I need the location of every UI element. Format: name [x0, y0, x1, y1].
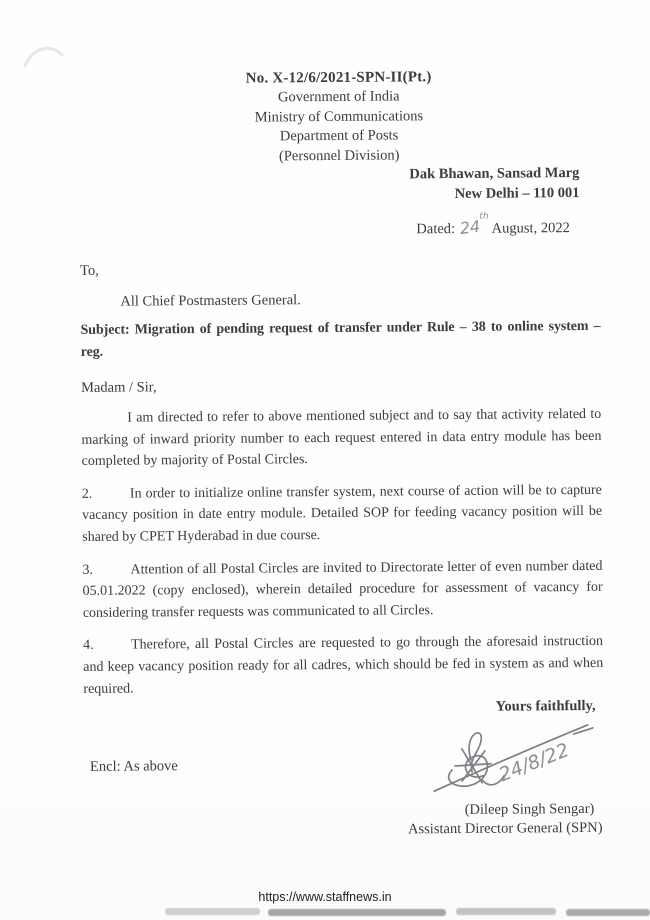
signature-date-handwritten: 24/8/22 [495, 739, 573, 787]
paragraph-1-text: I am directed to refer to above mentioned subject and to say that activity related to marking of inward priority number to each request entered in data entry module has been completed by majority of Postal Circles. [81, 406, 602, 470]
scan-edge-bar-segment [165, 908, 260, 915]
paragraph-4-number: 4. [83, 638, 94, 654]
date-month-year: August, 2022 [491, 220, 570, 237]
signature-scribble [426, 717, 605, 804]
scan-edge-bar-segment [268, 909, 446, 916]
recipient-line: All Chief Postmasters General. [120, 292, 301, 310]
scan-edge-bar-segment [566, 909, 650, 916]
sender-address [79, 164, 579, 207]
complimentary-close: Yours faithfully, [495, 698, 596, 715]
paragraph-2 [82, 480, 602, 549]
signatory-name: (Dileep Singh Sengar) [464, 801, 595, 819]
to-label: To, [80, 262, 99, 279]
org-line-division: (Personnel Division) [278, 146, 400, 164]
letter-date [80, 211, 570, 241]
sender-address-line-1: Dak Bhawan, Sansad Marg [409, 165, 580, 183]
paragraph-4 [83, 631, 603, 700]
sender-address-line-2: New Delhi – 110 001 [454, 184, 580, 202]
signature-area [84, 715, 605, 805]
paragraph-3 [82, 555, 602, 624]
handwritten-day: 24 [458, 216, 482, 239]
org-header [79, 86, 600, 168]
salutation: Madam / Sir, [80, 379, 157, 396]
org-line-ministry: Ministry of Communications [254, 107, 424, 126]
enclosure-note: Encl: As above [89, 758, 178, 775]
org-line-govt: Government of India [277, 88, 400, 106]
paragraph-3-text: Attention of all Postal Circles are invited to Directorate letter of even number dated 05.01.2022 (copy enclosed), wherein detailed procedure for assessment of vacancy for considering transfer requests was communicated to all Circles. [82, 558, 603, 621]
date-label: Dated: [416, 220, 456, 238]
handwritten-ordinal: th [479, 211, 489, 222]
ref-number: No. X-12/6/2021-SPN-II(Pt.) [245, 69, 432, 87]
signatory-designation: Assistant Director General (SPN) [407, 819, 603, 838]
paragraph-2-text: In order to initialize online transfer system, next course of action will be to capture vacancy position in date entry module. Detailed SOP for feeding vacancy position will be shared by CPET Hyderabad in due course. [81, 482, 603, 545]
org-line-department: Department of Posts [279, 127, 399, 145]
scan-edge-bar-segment [456, 908, 556, 915]
paragraph-3-number: 3. [82, 562, 94, 578]
paragraph-4-text: Therefore, all Postal Circles are requested to go through the aforesaid instruction and keep vacancy position ready for all cadres, which should be fed in system as and when required. [83, 634, 604, 697]
paragraph-2-number: 2. [81, 486, 93, 502]
watermark-url: https://www.staffnews.in [258, 890, 392, 904]
subject-line: Subject: Migration of pending request of transfer under Rule – 38 to online system – reg. [80, 318, 601, 360]
paragraph-1 [81, 404, 601, 473]
